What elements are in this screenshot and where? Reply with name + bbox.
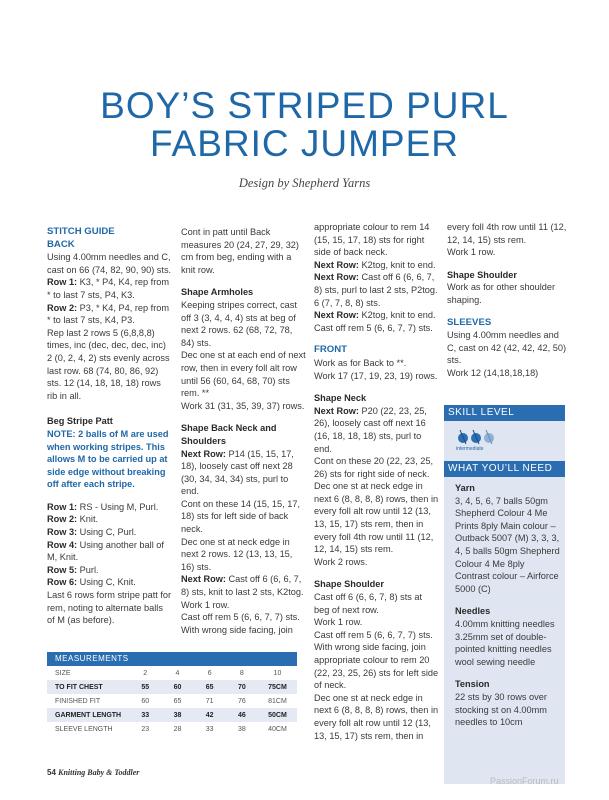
column-1 — [47, 226, 172, 627]
neck-p2: Dec one st at neck edge in next 6 (8, 8, 8, 8) rows, then in every foll alt row until 12 (13, 13, 15, 17) sts rem, then in every foll 4th row until 11 (12, 12, 14, 15) sts rem. — [314, 481, 439, 555]
measurement-value: 71 — [205, 697, 214, 705]
back-neck-nr1: Next Row: P14 (15, 15, 17, 18), loosely cast off next 28 (30, 34, 34, 34) sts, purl to end. — [181, 448, 294, 497]
measurement-label: GARMENT LENGTH — [55, 711, 122, 719]
beg-stripe-heading: Beg Stripe Patt — [47, 416, 113, 427]
measurement-value: 65 — [205, 683, 214, 691]
sleeves-heading: SLEEVES — [447, 316, 492, 328]
right-neck-nr3: Next Row: K2tog, knit to end. — [314, 310, 436, 321]
armholes-p1: Keeping stripes correct, cast off 3 (3, 4, 4, 4) sts at beg of next 2 rows. 62 (68, 72, 78, 84) sts. — [181, 299, 297, 348]
back-neck-p3: Work 1 row. — [181, 599, 230, 610]
shoulder-heading: Shape Shoulder — [314, 579, 384, 590]
measurement-value: 75CM — [268, 683, 287, 691]
right-neck-nr2: Next Row: Cast off 6 (6, 6, 7, 8) sts, purl to last 2 sts, P2tog. 6 (7, 7, 8, 8) sts. — [314, 272, 438, 308]
measurement-value: 46 — [237, 711, 246, 719]
column-3 — [314, 221, 439, 742]
front-p2: Work 17 (17, 19, 23, 19) rows. — [314, 370, 438, 381]
what-youll-need-heading: WHAT YOU’LL NEED — [444, 461, 565, 477]
measurement-value: 10 — [273, 669, 282, 677]
stitch-guide-heading: STITCH GUIDE — [47, 226, 115, 237]
measurements-rows — [47, 666, 297, 736]
column-4 — [447, 221, 567, 380]
back-cast-on: Using 4.00mm needles and C, cast on 66 (74, 82, 90, 90) sts. — [47, 252, 172, 275]
shoulder-p4: With wrong side facing, join appropriate colour to rem 20 (22, 23, 25, 26) sts for left side of neck. — [314, 642, 439, 691]
measurement-row — [47, 666, 297, 680]
column-2 — [181, 226, 306, 636]
skill-level-label: intermediate — [456, 446, 484, 452]
measurement-value: 42 — [205, 711, 214, 719]
page-title-line2: FABRIC JUMPER — [149, 123, 460, 164]
page-number: 54 — [47, 768, 56, 777]
byline: Design by Shepherd Yarns — [238, 176, 371, 190]
measurement-value: 23 — [141, 725, 150, 733]
measurement-value: 38 — [173, 711, 182, 719]
stripe-row5: Row 5: Purl. — [47, 564, 99, 575]
front-p1: Work as for Back to **. — [314, 357, 407, 368]
stripe-row6: Row 6: Using C, Knit. — [47, 577, 136, 588]
armholes-p2: Dec one st at each end of next row, then in every foll alt row until 56 (60, 64, 68, 70) sts rem. ** — [181, 350, 306, 399]
shoulder2-heading: Shape Shoulder — [447, 269, 517, 280]
stripe-row3: Row 3: Using C, Purl. — [47, 527, 137, 538]
measurement-value: 70 — [237, 683, 246, 691]
back-neck-p4: Cast off rem 5 (6, 6, 7, 7) sts. — [181, 612, 300, 623]
measurement-value: 6 — [207, 669, 212, 677]
measurement-value: 8 — [239, 669, 244, 677]
measurement-value: 33 — [205, 725, 214, 733]
page-footer — [47, 768, 139, 777]
back-neck-p2: Dec one st at neck edge in next 2 rows. 12 (13, 13, 15, 16) sts. — [181, 536, 293, 572]
back-row1: Row 1: K3, * P4, K4, rep from * to last 7 sts, P4, K3. — [47, 277, 170, 300]
tension-text: 22 sts by 30 rows over stocking st on 4.00mm needles to 10cm — [455, 691, 547, 728]
shoulder-p5: Dec one st at neck edge in next 6 (8, 8, 8, 8) rows, then in every foll alt row until 12 (13, 13, 15, 17) sts rem, then in — [314, 692, 439, 741]
measurement-label: SLEEVE LENGTH — [55, 725, 113, 733]
measurement-value: 28 — [173, 725, 182, 733]
right-neck-nr1: Next Row: K2tog, knit to end. — [314, 259, 436, 270]
yarn-text: 3, 4, 5, 6, 7 balls 50gm Shepherd Colour 4 Me Prints 8ply Main colour – Outback 5007 (M) 3, 3, 3, 4, 5 balls 50gm Shepherd Colour 4 Me 8ply Contrast colour – Airforce 5000 (C) — [455, 495, 560, 594]
back-neck-p1: Cont on these 14 (15, 15, 17, 18) sts for left side of back neck. — [181, 498, 301, 535]
left-neck-work: Work 1 row. — [447, 247, 496, 258]
shoulder2-p1: Work as for other shoulder shaping. — [447, 282, 556, 305]
measurement-value: 81CM — [268, 697, 287, 705]
needles-text: 4.00mm knitting needles 3.25mm set of double-pointed knitting needles wool sewing needle — [455, 618, 555, 667]
page-title-line1: BOY’S STRIPED PURL — [100, 85, 509, 126]
measurement-value: 38 — [237, 725, 246, 733]
shoulder-p1: Cast off 6 (6, 6, 7, 8) sts at beg of next row. — [314, 592, 423, 615]
measurement-row — [47, 694, 297, 708]
measurement-value: 55 — [141, 683, 150, 691]
measurements-heading: MEASUREMENTS — [47, 652, 297, 666]
stripe-row4: Row 4: Using another ball of M, Knit. — [47, 539, 164, 563]
magazine-name: Knitting Baby & Toddler — [58, 768, 140, 777]
measurements-table — [47, 652, 297, 736]
neck-p3: Work 2 rows. — [314, 556, 368, 567]
back-neck-heading: Shape Back Neck and Shoulders — [181, 423, 277, 446]
watermark: PassionForum.ru — [490, 776, 559, 786]
what-youll-need-content — [455, 482, 561, 729]
back-heading: BACK — [47, 238, 75, 250]
measurement-value: 50CM — [268, 711, 287, 719]
measurement-row — [47, 722, 297, 736]
measurement-value: 60 — [173, 683, 182, 691]
measurement-label: TO FIT CHEST — [55, 683, 103, 691]
measurement-value: 33 — [141, 711, 150, 719]
sleeves-p1: Using 4.00mm needles and C, cast on 42 (42, 42, 42, 50) sts. — [447, 330, 566, 366]
measurement-row — [47, 680, 297, 694]
cont-patt: Cont in patt until Back measures 20 (24, 27, 29, 32) cm from beg, ending with a knit row. — [181, 227, 299, 275]
measurement-value: 2 — [143, 669, 148, 677]
stripe-note: NOTE: 2 balls of M are used when working stripes. This allows M to be carried up at side edge without breaking off after each stripe. — [47, 428, 169, 490]
armholes-p3: Work 31 (31, 35, 39, 37) rows. — [181, 400, 305, 411]
armholes-heading: Shape Armholes — [181, 287, 254, 298]
back-rib-rep: Rep last 2 rows 5 (6,8,8,8) times, inc (dec, dec, dec, inc) 2 (0, 2, 4, 2) sts evenly across last row. 68 (74, 80, 86, 92) sts. 12 (14, 18, 18, 18) rows rib in all. — [47, 327, 170, 401]
needles-heading: Needles — [455, 606, 491, 617]
sleeves-p2: Work 12 (14,18,18,18) — [447, 367, 539, 378]
right-neck-p2: Cast off rem 5 (6, 6, 7, 7) sts. — [314, 322, 433, 333]
stripe-row2: Row 2: Knit. — [47, 514, 99, 525]
measurement-value: 65 — [173, 697, 182, 705]
measurement-row — [47, 708, 297, 722]
back-row2: Row 2: P3, * K4, P4, rep from * to last 7 sts, K4, P3. — [47, 302, 170, 326]
tension-heading: Tension — [455, 679, 490, 690]
left-neck-cont: every foll 4th row until 11 (12, 12, 14, 15) sts rem. — [447, 222, 567, 245]
right-neck-p1: appropriate colour to rem 14 (15, 15, 17, 18) sts for right side of back neck. — [314, 222, 430, 258]
yarn-balls-icon — [456, 428, 496, 446]
neck-heading: Shape Neck — [314, 393, 367, 404]
measurement-label: FINISHED FIT — [55, 697, 101, 705]
measurement-value: 60 — [141, 697, 150, 705]
yarn-heading: Yarn — [455, 483, 475, 493]
measurement-value: 76 — [237, 697, 246, 705]
measurement-label: SIZE — [55, 669, 71, 677]
back-neck-p5: With wrong side facing, join — [181, 624, 293, 635]
measurement-value: 40CM — [268, 725, 287, 733]
front-heading: FRONT — [314, 344, 348, 356]
back-neck-nr2: Next Row: Cast off 6 (6, 6, 7, 8) sts, knit to last 2 sts, K2tog. — [181, 574, 304, 598]
neck-nr: Next Row: P20 (22, 23, 25, 26), loosely cast off next 16 (16, 18, 18, 18) sts, purl to end. — [314, 405, 427, 454]
stripe-patt-note: Last 6 rows form stripe patt for rem, noting to alternate balls of M (as before). — [47, 590, 172, 626]
measurement-value: 4 — [175, 669, 180, 677]
stripe-row1: Row 1: RS - Using M, Purl. — [47, 501, 159, 512]
shoulder-p3: Cast off rem 5 (6, 6, 7, 7) sts. — [314, 629, 433, 640]
neck-p1: Cont on these 20 (22, 23, 25, 26) sts for right side of neck. — [314, 456, 434, 479]
skill-level-heading: SKILL LEVEL — [444, 405, 565, 421]
shoulder-p2: Work 1 row. — [314, 617, 363, 628]
